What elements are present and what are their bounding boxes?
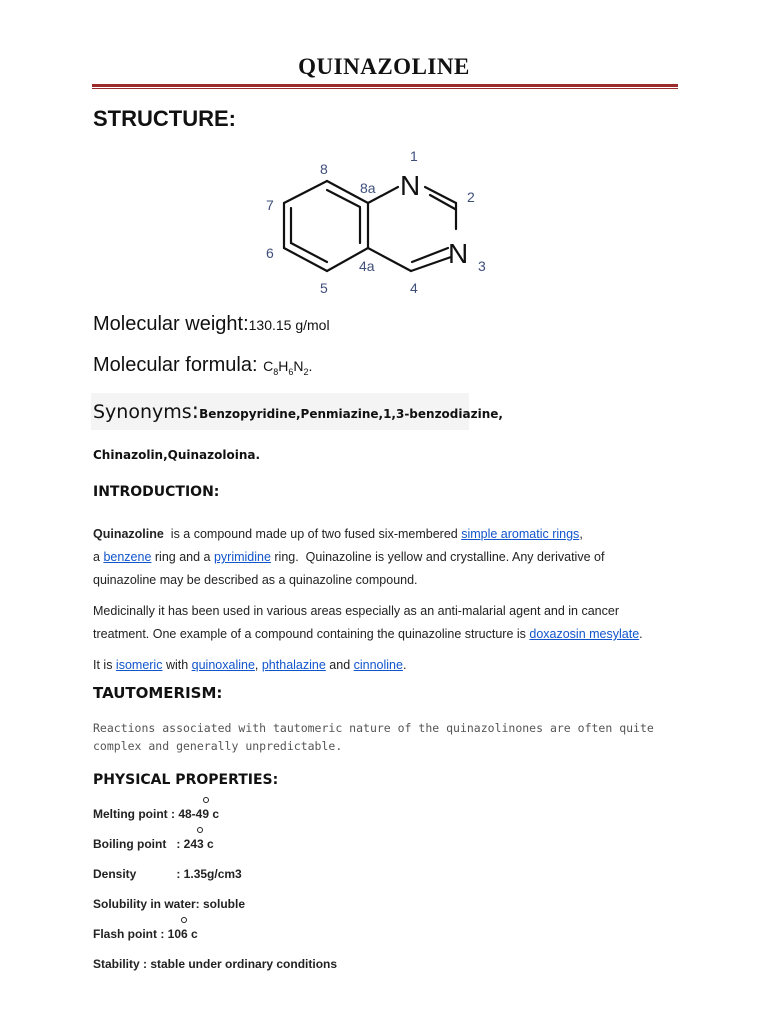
tautomerism-text: Reactions associated with tautomeric nature of the quinazolinones are often quite complex and generally unpredictable. <box>93 721 654 753</box>
molecular-weight-label: Molecular weight: <box>93 313 249 335</box>
quinazoline-structure-diagram <box>255 143 505 303</box>
position-label-7: 7 <box>266 197 274 213</box>
molecular-formula <box>93 354 312 377</box>
boiling-point: Boiling point : 243 c <box>93 837 214 851</box>
position-label-3: 3 <box>478 258 486 274</box>
position-label-4a: 4a <box>359 258 375 274</box>
title-divider-thin <box>92 88 678 89</box>
double-bond-8-8a <box>327 190 360 207</box>
tautomerism-heading: TAUTOMERISM: <box>93 684 223 702</box>
page-title: QUINAZOLINE <box>298 54 470 79</box>
degree-icon <box>181 917 187 923</box>
solubility: Solubility in water: soluble <box>93 897 246 911</box>
atom-n1: N <box>400 170 421 201</box>
link-cinnoline[interactable]: cinnoline <box>353 658 403 672</box>
synonyms-line-1: Synonyms:Benzopyridine,Penmiazine,1,3-benzodiazine, <box>93 399 503 424</box>
link-doxazosin-mesylate[interactable]: doxazosin mesylate <box>529 627 640 641</box>
position-label-8: 8 <box>320 161 328 177</box>
quinazoline-bold: Quinazoline <box>93 527 164 541</box>
density: Density : 1.35g/cm3 <box>93 867 242 881</box>
link-benzene[interactable]: benzene <box>103 550 152 564</box>
position-label-5: 5 <box>320 280 328 296</box>
link-quinoxaline[interactable]: quinoxaline <box>191 658 255 672</box>
synonyms-label: Synonyms <box>93 401 192 423</box>
molecular-weight-value: 130.15 g/mol <box>248 317 330 333</box>
bond-7-8 <box>284 181 327 203</box>
intro-paragraph-1: Quinazoline is a compound made up of two fused six-membered simple aromatic rings, a benzene ring and a pyrimidine ring. Quinazoline is yellow and crystalline. Any derivative of quinazoline may be described as a quinazoline compound. <box>93 527 605 587</box>
introduction-heading: INTRODUCTION: <box>93 484 220 500</box>
degree-icon <box>197 827 203 833</box>
melting-point: Melting point : 48-49 c <box>93 807 219 821</box>
link-phthalazine[interactable]: phthalazine <box>261 658 326 672</box>
link-isomeric[interactable]: isomeric <box>115 658 163 672</box>
position-label-1: 1 <box>410 148 418 164</box>
structure-heading: STRUCTURE: <box>93 106 236 131</box>
position-label-2: 2 <box>467 189 475 205</box>
position-label-8a: 8a <box>360 180 376 196</box>
atom-n3: N <box>448 238 469 269</box>
double-bond-5-6 <box>291 243 327 262</box>
synonyms-list-1: Benzopyridine,Penmiazine,1,3-benzodiazine, <box>199 407 503 421</box>
position-label-6: 6 <box>266 245 274 261</box>
title-divider <box>92 84 678 87</box>
molecular-formula-label: Molecular formula: <box>93 354 264 376</box>
molecular-formula-value: $C_8H_6N_2$. <box>263 358 313 377</box>
flash-point: Flash point : 106 c <box>93 927 198 941</box>
link-simple-aromatic-rings[interactable]: simple aromatic rings <box>461 527 580 541</box>
synonyms-line-2: Chinazolin,Quinazoloina. <box>93 448 261 462</box>
molecular-weight <box>93 313 330 336</box>
stability: Stability : stable under ordinary conditions <box>93 957 338 971</box>
position-label-4: 4 <box>410 280 418 296</box>
link-pyrimidine[interactable]: pyrimidine <box>213 550 271 564</box>
intro-paragraph-2: Medicinally it has been used in various areas especially as an anti-malarial agent and in cancer treatment. One example of a compound containing the quinazoline structure is doxazosin mesylate. <box>93 604 643 641</box>
degree-icon <box>203 797 209 803</box>
physical-properties-heading: PHYSICAL PROPERTIES: <box>93 772 279 788</box>
intro-paragraph-3: It is isomeric with quinoxaline, phthalazine and cinnoline. <box>93 658 407 672</box>
